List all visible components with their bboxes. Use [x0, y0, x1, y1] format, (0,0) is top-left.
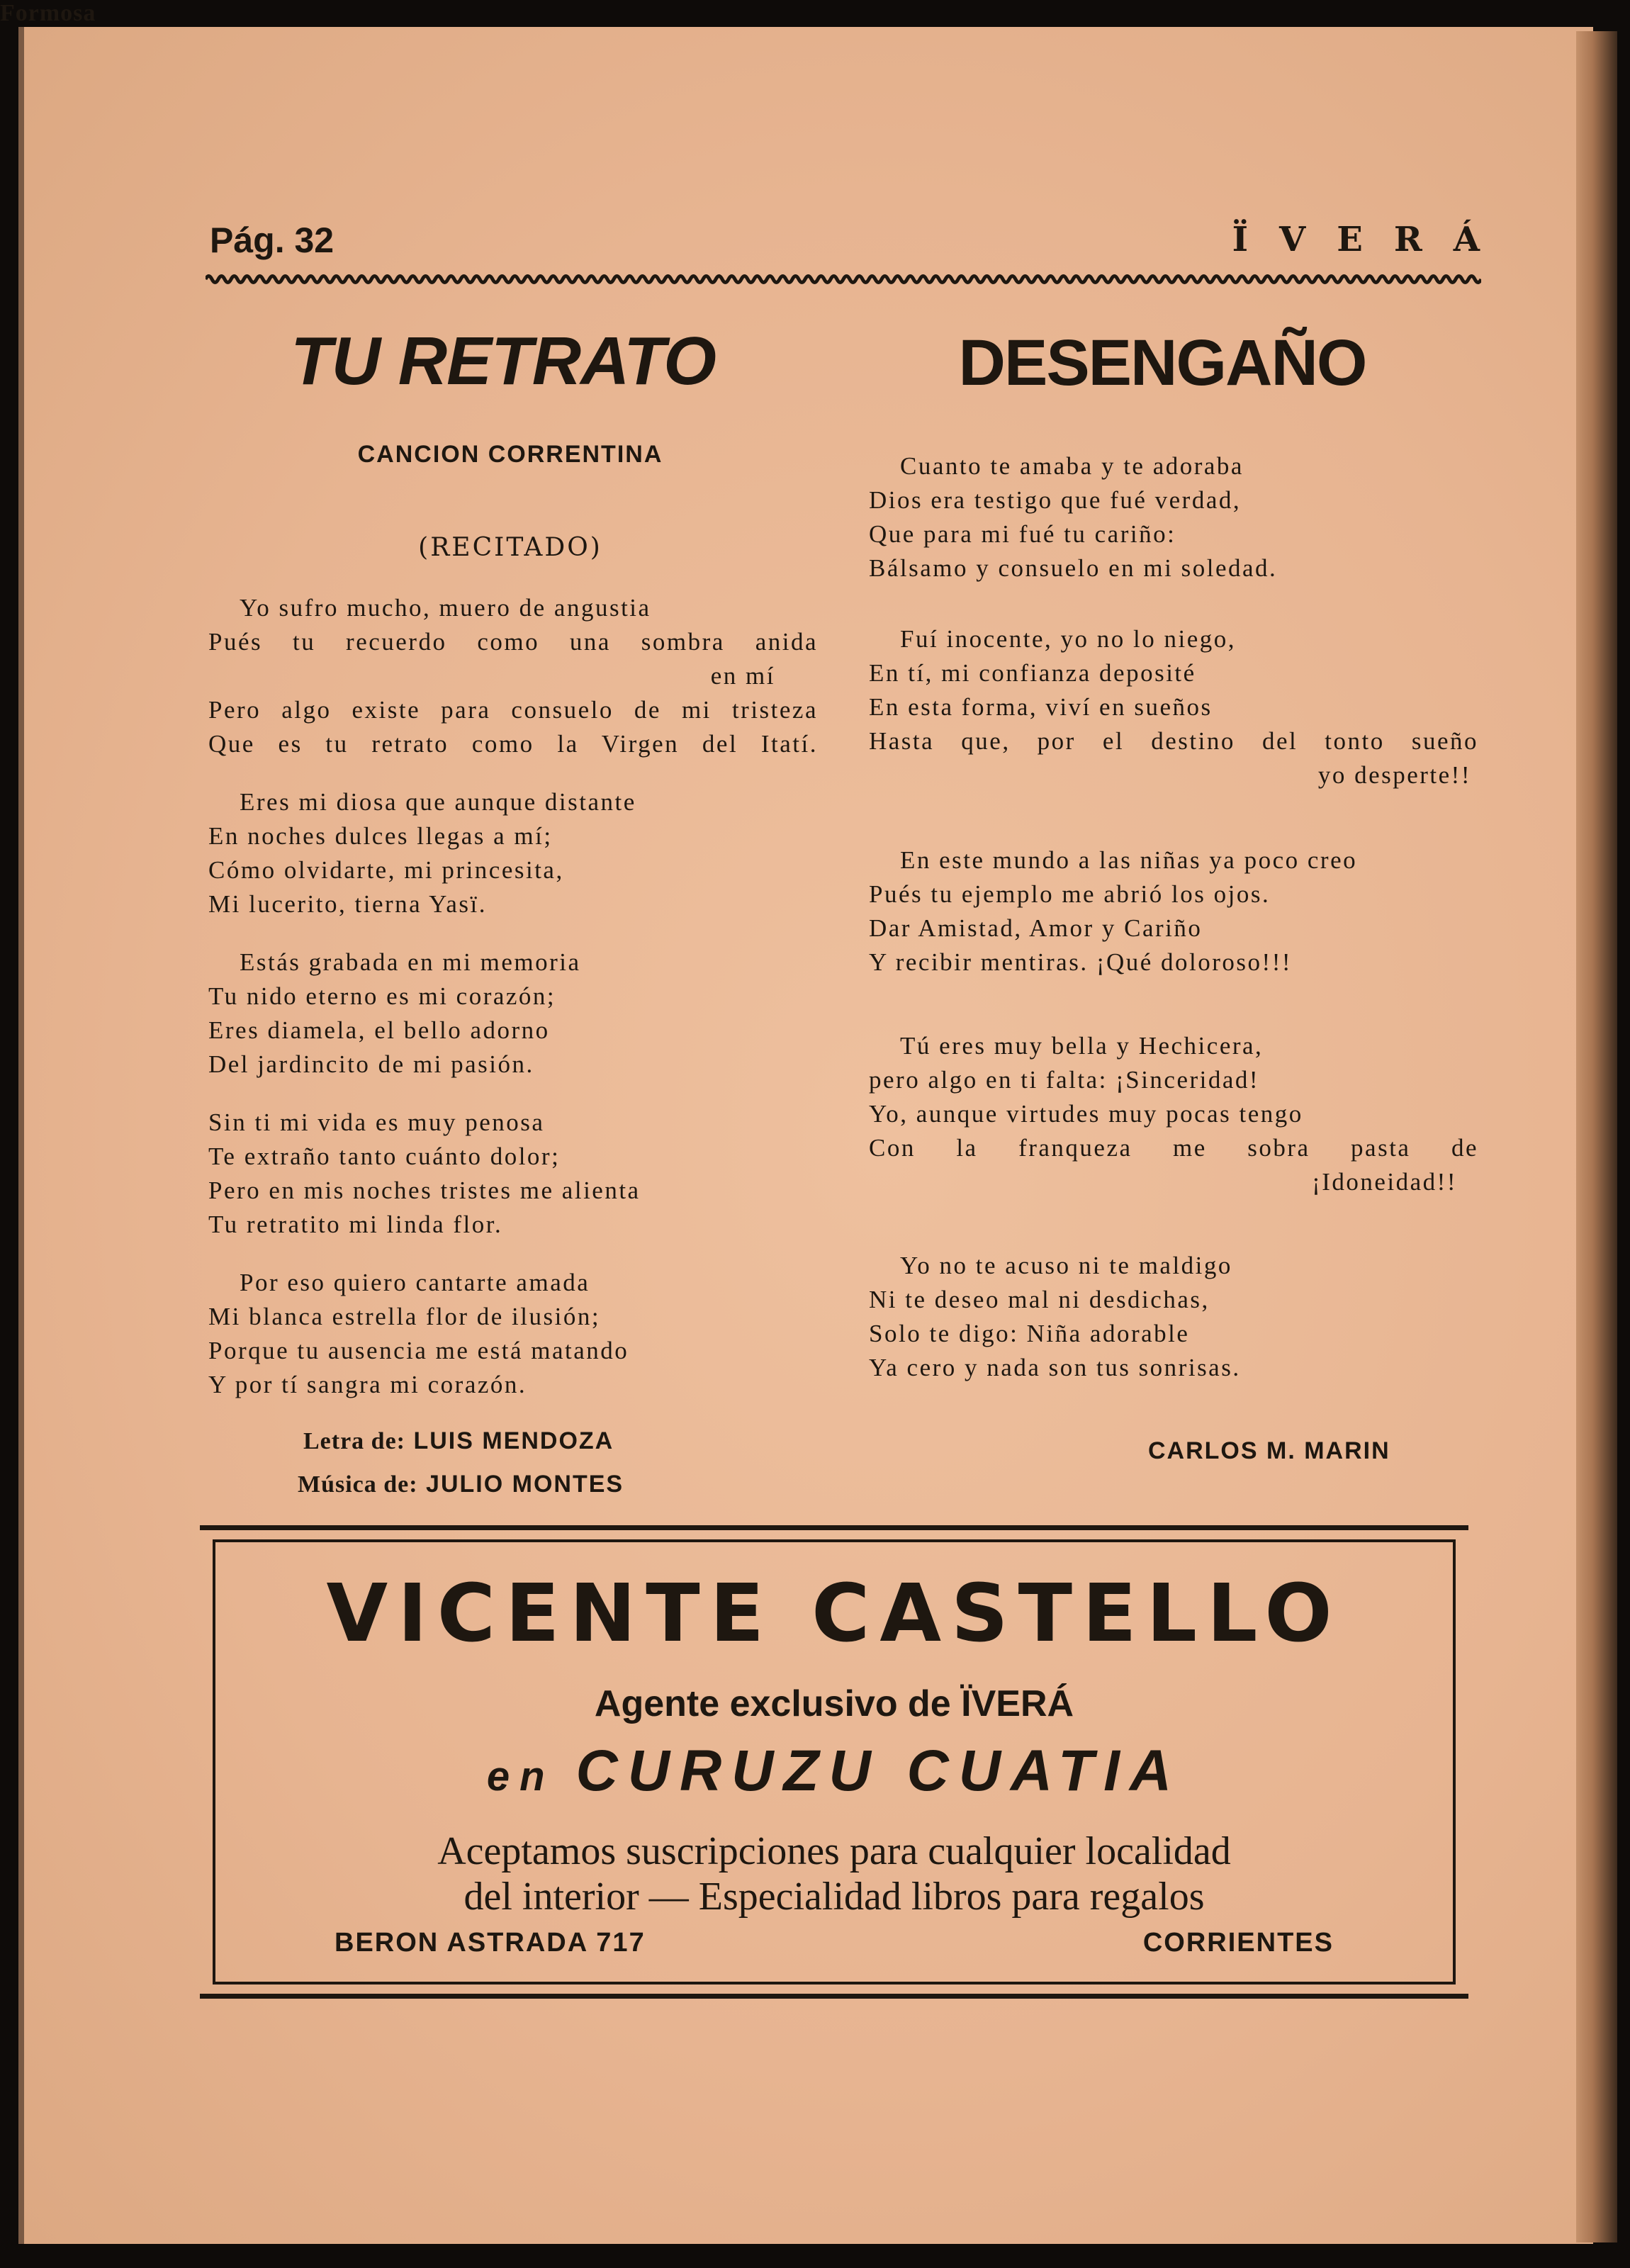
poem-line: Y recibir mentiras. ¡Qué doloroso!!!: [869, 948, 1293, 976]
wavy-rule: [206, 271, 1481, 288]
poem-line: Con la franqueza me sobra pasta de: [869, 1134, 1478, 1162]
poem-left: [208, 591, 818, 1402]
poem-line: Pués tu ejemplo me abrió los ojos.: [869, 880, 1271, 908]
poem-line: Porque tu ausencia me está matando: [208, 1337, 629, 1364]
lyrics-author: LUIS MENDOZA: [413, 1427, 614, 1454]
ad-agent-line: Agente exclusivo de ÏVERÁ: [594, 1683, 1074, 1724]
music-label: Música de:: [298, 1471, 418, 1498]
poem-line: Y por tí sangra mi corazón.: [208, 1371, 527, 1398]
ad-city: CURUZU CUATIA: [575, 1739, 1182, 1803]
poem-line: Pués tu recuerdo como una sombra anida: [208, 628, 818, 656]
poem-line: yo desperte!!: [1317, 761, 1471, 789]
poem-line: Pero algo existe para consuelo de mi tristeza: [208, 696, 818, 724]
poem-line: Mi blanca estrella flor de ilusión;: [208, 1303, 601, 1330]
ad-city-line: [200, 1738, 1468, 1804]
poem-line: Del jardincito de mi pasión.: [208, 1050, 534, 1078]
poem-line: Que es tu retrato como la Virgen del Itatí.: [208, 730, 818, 758]
poem-title-left: TU RETRATO: [291, 323, 716, 399]
poem-line: Solo te digo: Niña adorable: [869, 1320, 1190, 1347]
poem-line: Pero en mis noches tristes me alienta: [208, 1177, 641, 1204]
poem-line: En noches dulces llegas a mí;: [208, 822, 553, 850]
poem-author: CARLOS M. MARIN: [1148, 1437, 1390, 1464]
poem-line: Yo, aunque virtudes muy pocas tengo: [869, 1100, 1303, 1128]
music-credit: [298, 1471, 624, 1498]
masthead: ÏVERÁ: [1232, 220, 1511, 259]
ad-city-prefix: en: [486, 1753, 555, 1800]
poem-line: pero algo en ti falta: ¡Sinceridad!: [869, 1066, 1260, 1094]
poem-place: Formosa: [0, 0, 96, 26]
poem-line: Tu nido eterno es mi corazón;: [208, 982, 556, 1010]
lyrics-label: Letra de:: [303, 1428, 406, 1454]
ad-rule-top: [200, 1525, 1468, 1530]
poem-line: Mi lucerito, tierna Yasï.: [208, 890, 488, 918]
poem-line: Fuí inocente, yo no lo niego,: [900, 625, 1236, 653]
poem-line: En tí, mi confianza deposité: [869, 659, 1196, 687]
poem-line: Tu retratito mi linda flor.: [208, 1211, 503, 1238]
poem-line: Dar Amistad, Amor y Cariño: [869, 914, 1203, 942]
poem-line: Que para mi fué tu cariño:: [869, 520, 1176, 548]
poem-line: Ya cero y nada son tus sonrisas.: [869, 1354, 1241, 1381]
poem-line: Dios era testigo que fué verdad,: [869, 486, 1242, 514]
poem-line: Por eso quiero cantarte amada: [240, 1269, 590, 1296]
poem-line: Yo sufro mucho, muero de angustia: [240, 594, 651, 622]
poem-line: Hasta que, por el destino del tonto sueño: [869, 727, 1478, 755]
ad-specialty-line: del interior — Especialidad libros para regalos: [463, 1875, 1205, 1919]
music-author: JULIO MONTES: [426, 1471, 624, 1498]
poem-line: Yo no te acuso ni te maldigo: [900, 1252, 1232, 1279]
ad-rule-bottom: [200, 1994, 1468, 1999]
advertisement: [200, 1525, 1468, 1999]
poem-line: Eres mi diosa que aunque distante: [240, 788, 636, 816]
ad-address: BERON ASTRADA 717: [335, 1928, 646, 1958]
poem-line: En esta forma, viví en sueños: [869, 693, 1213, 721]
poem-line: Estás grabada en mi memoria: [240, 948, 581, 976]
ad-town: CORRIENTES: [1142, 1928, 1334, 1958]
poem-line: Tú eres muy bella y Hechicera,: [900, 1032, 1264, 1060]
poem-line: en mí: [710, 662, 775, 690]
poem-subtitle: CANCION CORRENTINA: [357, 441, 663, 468]
page-number: Pág. 32: [210, 220, 335, 260]
page-edge-left: [18, 27, 24, 2244]
poem-right: [869, 449, 1478, 1385]
ad-business-name: VICENTE CASTELLO: [326, 1568, 1342, 1660]
poem-line: Cuanto te amaba y te adoraba: [900, 452, 1244, 480]
poem-line: En este mundo a las niñas ya poco creo: [900, 846, 1358, 874]
poem-note: (RECITADO): [418, 533, 602, 562]
poem-line: Ni te deseo mal ni desdichas,: [869, 1286, 1210, 1313]
poem-line: Bálsamo y consuelo en mi soledad.: [869, 554, 1278, 582]
page-header: [210, 220, 1511, 262]
poem-line: Cómo olvidarte, mi princesita,: [208, 856, 564, 884]
poem-line: Sin ti mi vida es muy penosa: [208, 1108, 545, 1136]
poem-line: ¡Idoneidad!!: [1312, 1168, 1457, 1196]
ad-subscription-line: Aceptamos suscripciones para cualquier localidad: [437, 1829, 1231, 1873]
poem-line: Eres diamela, el bello adorno: [208, 1016, 550, 1044]
poem-line: Te extraño tanto cuánto dolor;: [208, 1143, 561, 1170]
page-spine: [1576, 31, 1617, 2242]
poem-title-right: DESENGAÑO: [958, 327, 1366, 399]
lyrics-credit: [303, 1427, 614, 1455]
